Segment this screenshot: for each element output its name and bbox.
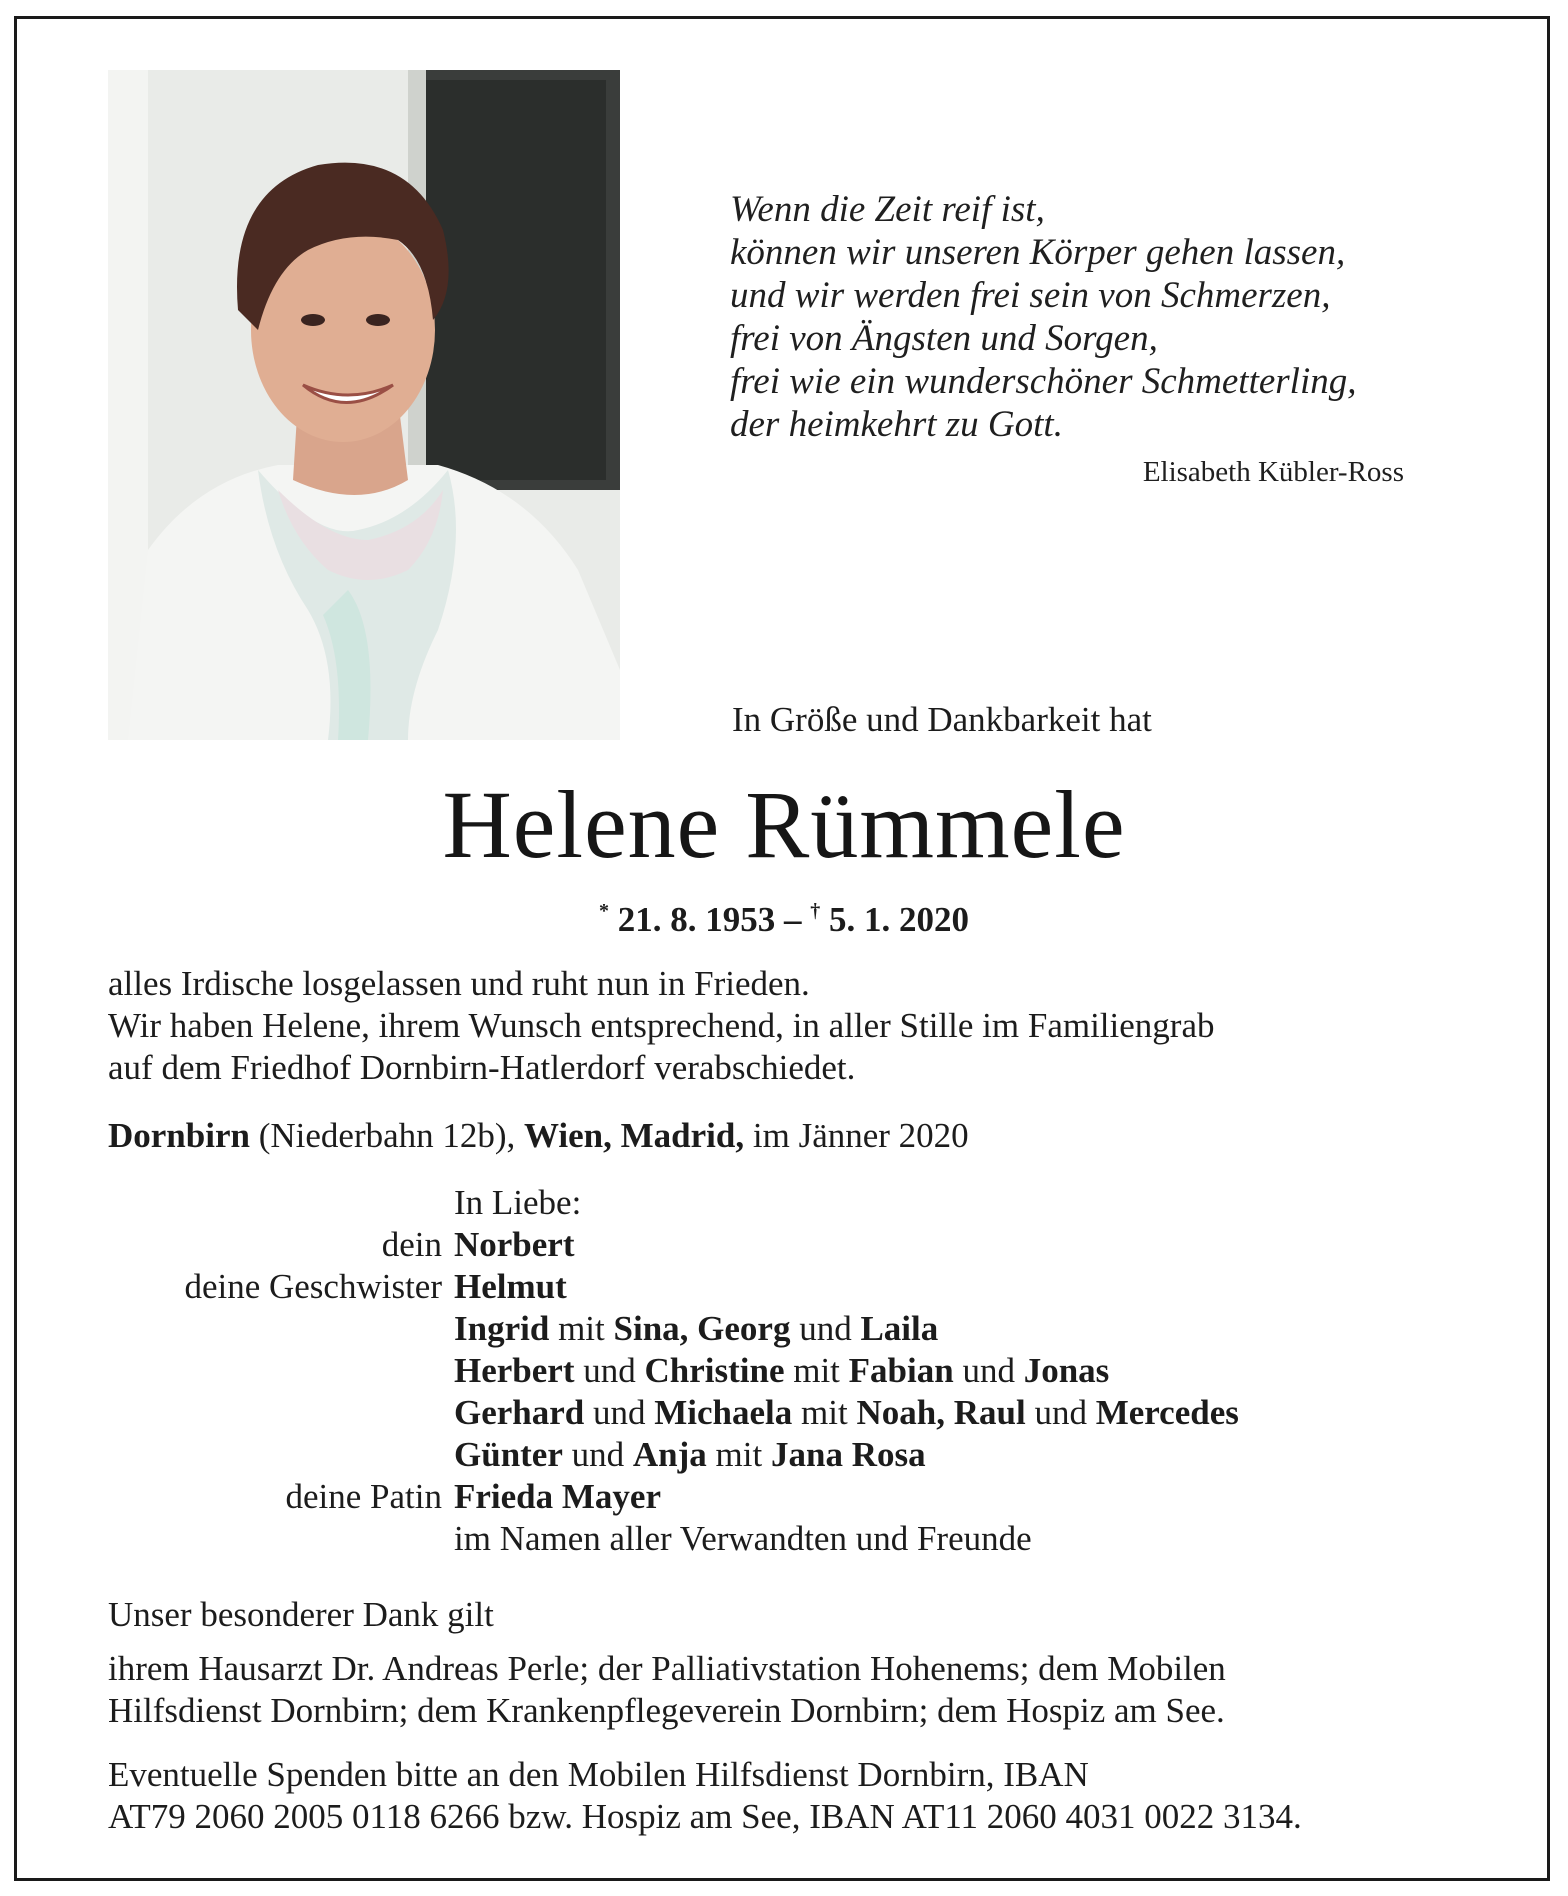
deceased-name: Helene Rümmele bbox=[442, 771, 1126, 878]
place-line bbox=[108, 1115, 969, 1157]
relation-label: dein bbox=[381, 1225, 442, 1264]
relative-name: Mercedes bbox=[1095, 1393, 1239, 1432]
relative-name: Christine bbox=[644, 1351, 785, 1390]
quote-line: Wenn die Zeit reif ist, bbox=[730, 189, 1045, 230]
connector: und bbox=[790, 1309, 861, 1348]
announcement-line: auf dem Friedhof Dornbirn-Hatlerdorf verabschiedet. bbox=[108, 1048, 856, 1087]
quote-line: frei wie ein wunderschöner Schmetterling, bbox=[730, 361, 1357, 402]
thanks-heading: Unser besonderer Dank gilt bbox=[108, 1595, 494, 1634]
birth-symbol: * bbox=[599, 900, 609, 922]
relative-name: Sina, Georg bbox=[613, 1309, 791, 1348]
portrait-illustration bbox=[108, 70, 620, 740]
quote-author: Elisabeth Kübler-Ross bbox=[1142, 456, 1404, 488]
death-date: 5. 1. 2020 bbox=[829, 900, 969, 939]
birth-date: 21. 8. 1953 bbox=[617, 900, 776, 939]
quote-block bbox=[730, 188, 1490, 446]
family-row bbox=[108, 1182, 1528, 1224]
family-row bbox=[108, 1224, 1528, 1266]
connector: mit bbox=[706, 1435, 771, 1474]
relative-name: Noah, Raul bbox=[856, 1393, 1026, 1432]
relative-name: Günter bbox=[454, 1435, 563, 1474]
connector: mit bbox=[792, 1393, 857, 1432]
death-symbol: † bbox=[810, 900, 821, 922]
quote-line: frei von Ängsten und Sorgen, bbox=[730, 318, 1158, 359]
relative-name: Frieda Mayer bbox=[454, 1477, 661, 1516]
relation-label: deine Geschwister bbox=[184, 1267, 442, 1306]
connector: mit bbox=[549, 1309, 614, 1348]
donation-text bbox=[108, 1754, 1302, 1838]
announcement-text bbox=[108, 963, 1214, 1089]
connector: und bbox=[574, 1351, 645, 1390]
place-address: (Niederbahn 12b), bbox=[249, 1116, 525, 1155]
relative-name: Norbert bbox=[454, 1225, 575, 1264]
relative-name: Jana Rosa bbox=[770, 1435, 926, 1474]
connector: mit bbox=[784, 1351, 849, 1390]
place-date: im Jänner 2020 bbox=[744, 1116, 969, 1155]
relation-label: deine Patin bbox=[285, 1477, 442, 1516]
relative-name: Gerhard bbox=[454, 1393, 585, 1432]
thanks-line: Hilfsdienst Dornbirn; dem Krankenpflegeverein Dornbirn; dem Hospiz am See. bbox=[108, 1691, 1225, 1730]
relative-name: Herbert bbox=[454, 1351, 575, 1390]
family-heading: In Liebe: bbox=[454, 1183, 582, 1222]
thanks-line: ihrem Hausarzt Dr. Andreas Perle; der Palliativstation Hohenems; dem Mobilen bbox=[108, 1649, 1226, 1688]
quote-line: können wir unseren Körper gehen lassen, bbox=[730, 232, 1346, 273]
family-row bbox=[108, 1518, 1528, 1560]
relative-name: Fabian bbox=[848, 1351, 954, 1390]
quote-line: der heimkehrt zu Gott. bbox=[730, 404, 1063, 445]
connector: und bbox=[584, 1393, 655, 1432]
family-closing: im Namen aller Verwandten und Freunde bbox=[454, 1519, 1032, 1558]
family-row bbox=[108, 1350, 1528, 1392]
donation-line: Eventuelle Spenden bitte an den Mobilen Hilfsdienst Dornbirn, IBAN bbox=[108, 1755, 1089, 1794]
family-row bbox=[108, 1392, 1528, 1434]
family-row bbox=[108, 1434, 1528, 1476]
connector: und bbox=[953, 1351, 1024, 1390]
connector: und bbox=[1025, 1393, 1096, 1432]
relative-name: Michaela bbox=[654, 1393, 793, 1432]
family-row bbox=[108, 1308, 1528, 1350]
intro-text: In Größe und Dankbarkeit hat bbox=[732, 700, 1152, 739]
relative-name: Jonas bbox=[1023, 1351, 1110, 1390]
connector: und bbox=[562, 1435, 633, 1474]
relative-name: Helmut bbox=[454, 1267, 567, 1306]
life-dates bbox=[0, 900, 1568, 940]
relative-name: Ingrid bbox=[454, 1309, 550, 1348]
place-others: Wien, Madrid, bbox=[524, 1116, 745, 1155]
thanks-text bbox=[108, 1648, 1226, 1732]
relative-name: Laila bbox=[860, 1309, 939, 1348]
family-list bbox=[108, 1182, 1528, 1560]
quote-line: und wir werden frei sein von Schmerzen, bbox=[730, 275, 1331, 316]
date-separator: – bbox=[775, 900, 811, 939]
announcement-line: Wir haben Helene, ihrem Wunsch entsprechend, in aller Stille im Familiengrab bbox=[108, 1006, 1215, 1045]
announcement-line: alles Irdische losgelassen und ruht nun in Frieden. bbox=[108, 964, 810, 1003]
place-city: Dornbirn bbox=[108, 1116, 250, 1155]
relative-name: Anja bbox=[632, 1435, 707, 1474]
family-row bbox=[108, 1266, 1528, 1308]
family-row bbox=[108, 1476, 1528, 1518]
donation-line: AT79 2060 2005 0118 6266 bzw. Hospiz am See, IBAN AT11 2060 4031 0022 3134. bbox=[108, 1797, 1302, 1836]
portrait-photo bbox=[108, 70, 620, 740]
